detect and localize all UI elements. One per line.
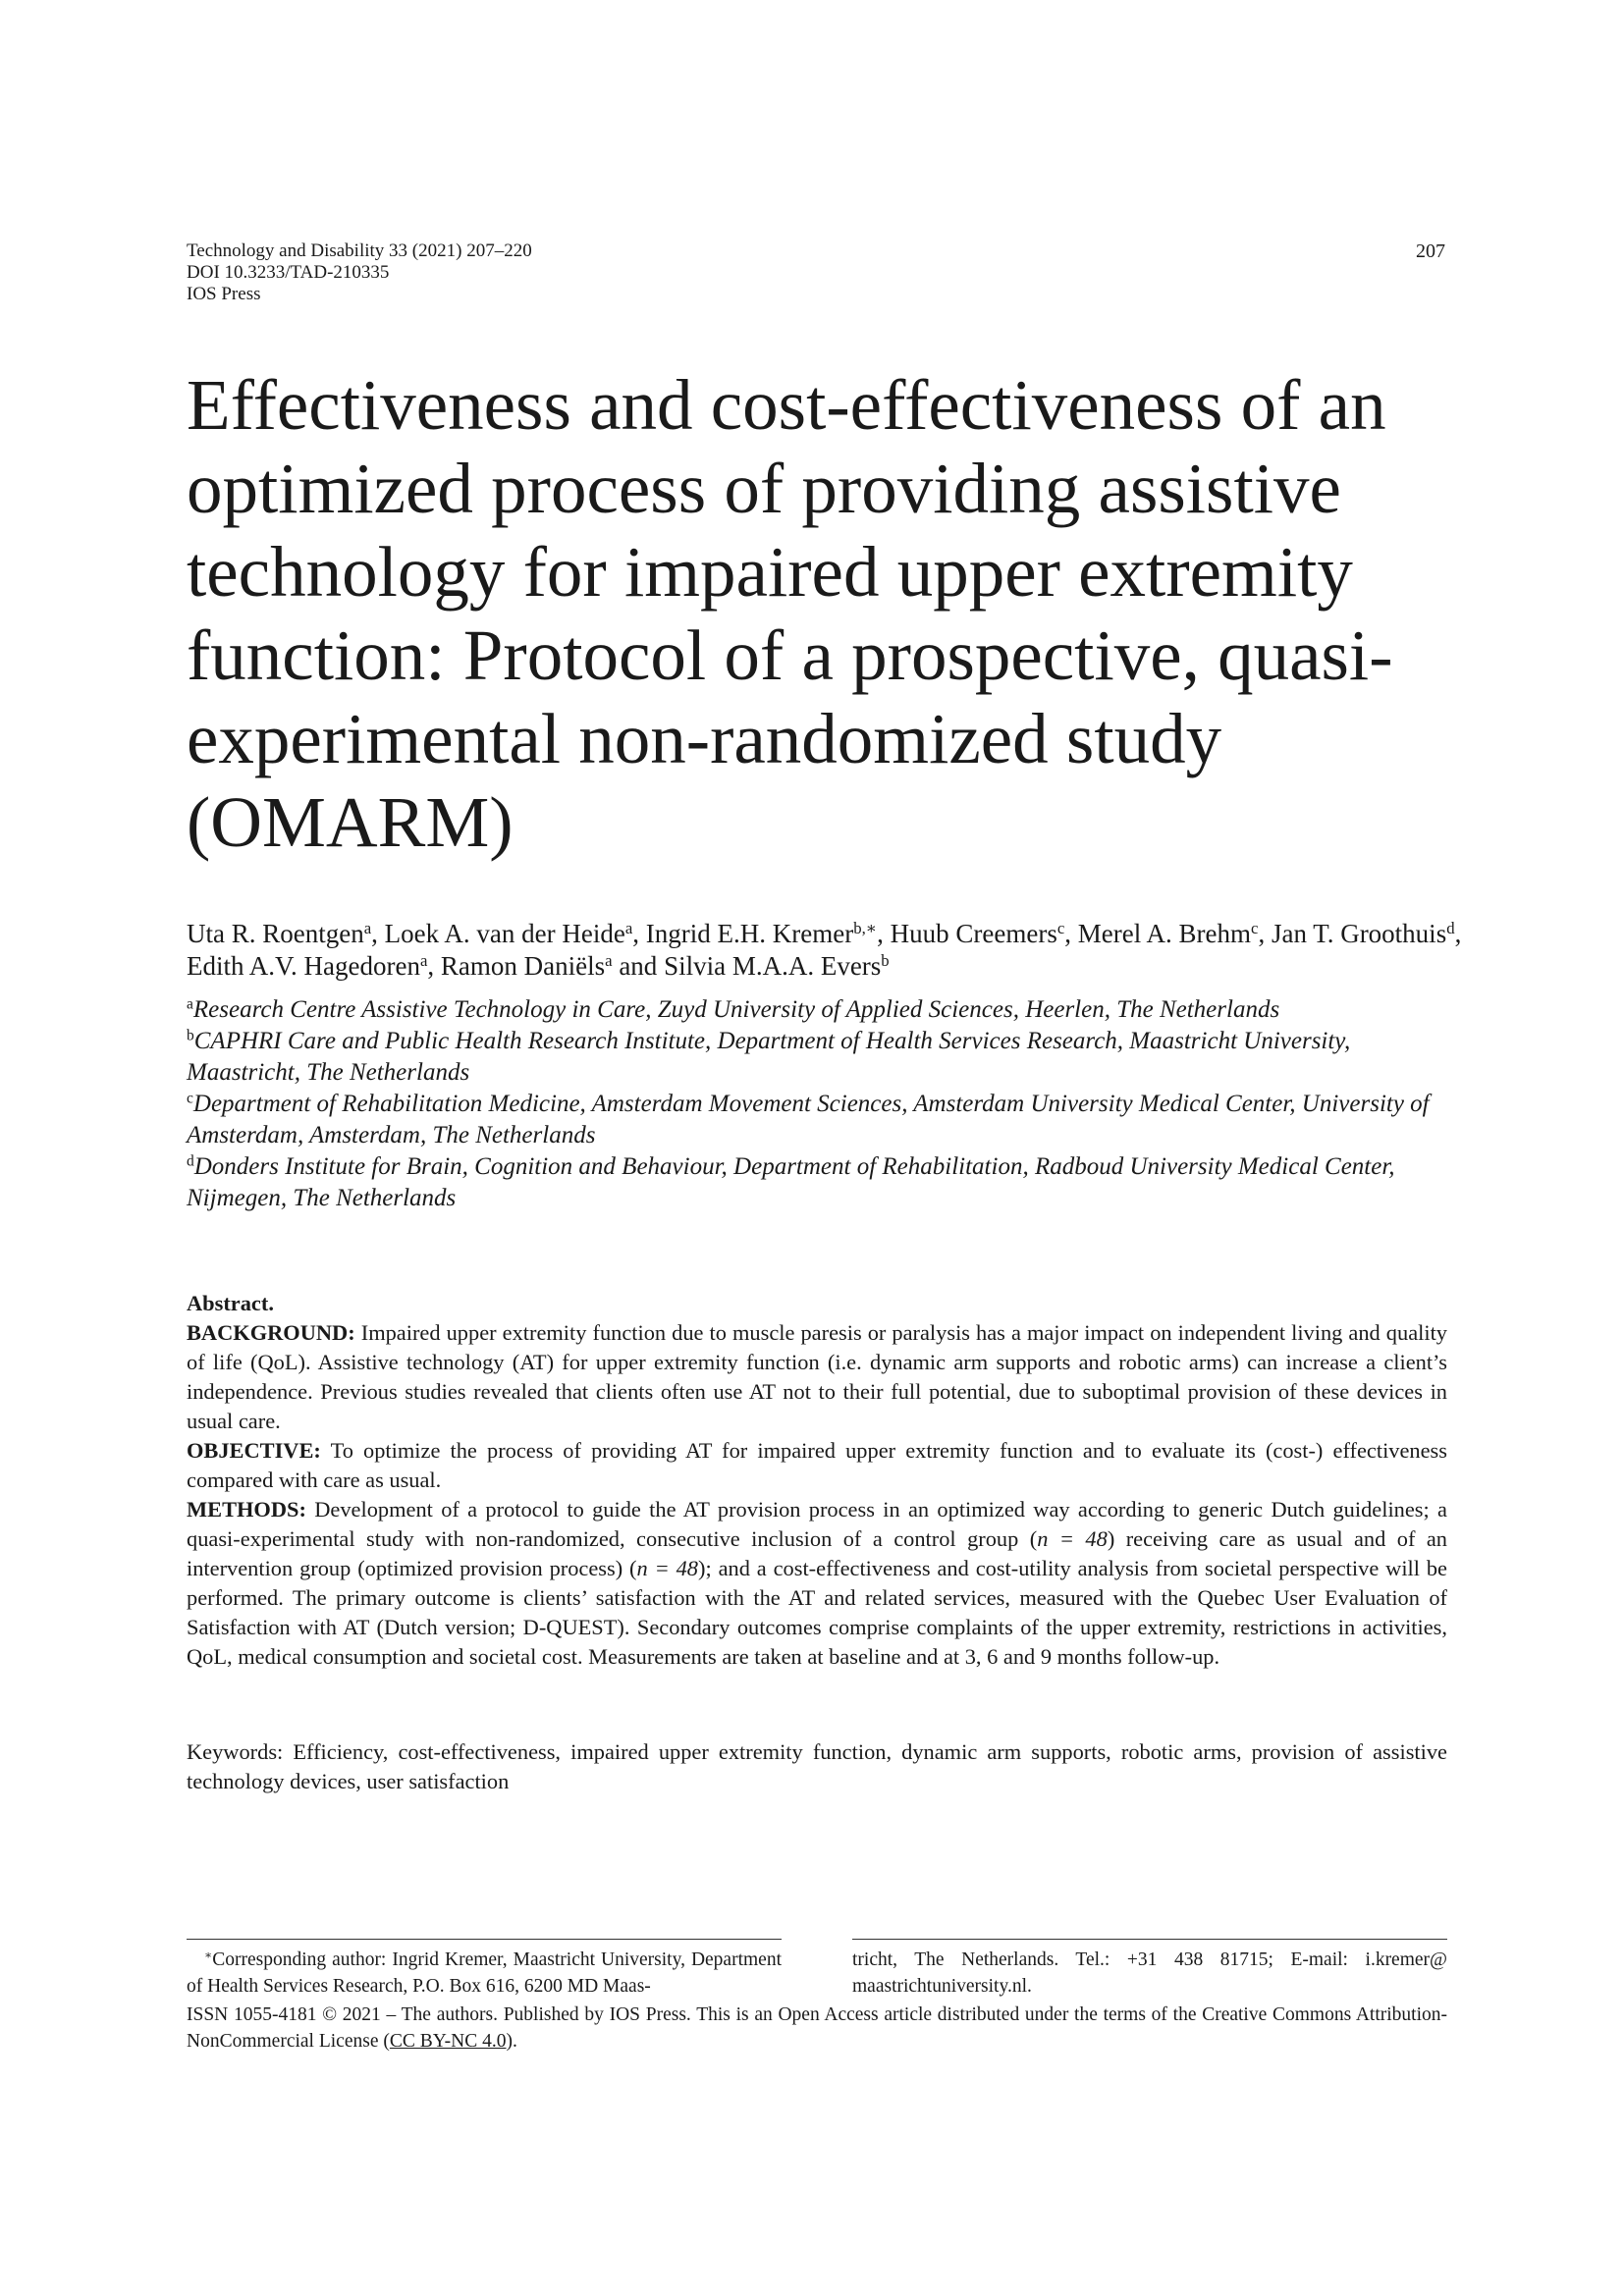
author-name: Ramon Daniëls [440, 951, 606, 981]
affiliation-list [187, 994, 1463, 1214]
footnote-right: tricht, The Netherlands. Tel.: +31 438 81715; E-mail: i.kremer@ maastrichtuniversity.nl. [852, 1949, 1447, 1997]
author-name: Merel A. Brehm [1077, 919, 1252, 948]
footnote-left: ∗Corresponding author: Ingrid Kremer, Maastricht University, Department of Health Services Research, P.O. Box 616, 6200 MD Maas- [187, 1948, 782, 1997]
affiliation-text: CAPHRI Care and Public Health Research Institute, Department of Health Services Research, Maastricht University, Maastricht, The Netherlands [187, 1028, 1351, 1086]
affiliation-text: Department of Rehabilitation Medicine, Amsterdam Movement Sciences, Amsterdam University Medical Center, University of Amsterdam, Amsterdam, The Netherlands [187, 1091, 1430, 1148]
footnote-rule-right [852, 1939, 1447, 1940]
footnote-rule-left [187, 1939, 782, 1940]
author-affiliation-mark: a [419, 950, 428, 970]
abstract-background: BACKGROUND: Impaired upper extremity function due to muscle paresis or paralysis has a major impact on independent living and quality of life (QoL). Assistive technology (AT) for upper extremity function (i.e. dynamic arm supports and robotic arms) can increase a client’s independence. Previous studies revealed that clients often use AT not to their full potential, due to suboptimal provision of these devices in usual care. [187, 1320, 1447, 1433]
author-separator: and [612, 951, 665, 981]
affiliation-item [187, 994, 1463, 1026]
author-name: Edith A.V. Hagedoren [187, 951, 420, 981]
author-affiliation-mark: a [363, 918, 372, 937]
footnote-marker: ∗ [204, 1948, 213, 1962]
author-separator: , [1064, 919, 1078, 948]
affiliation-item [187, 1089, 1463, 1151]
author-separator: , [427, 951, 441, 981]
abstract-objective: OBJECTIVE: To optimize the process of providing AT for impaired upper extremity function and to evaluate its (cost-) effectiveness compared with care as usual. [187, 1438, 1447, 1492]
author-name: Huub Creemers [890, 919, 1057, 948]
affiliation-text: Research Centre Assistive Technology in Care, Zuyd University of Applied Sciences, Heerlen, The Netherlands [192, 996, 1280, 1023]
doi: DOI 10.3233/TAD-210335 [187, 262, 390, 283]
paper-title: Effectiveness and cost-effectiveness of an optimized process of providing assistive technology for impaired upper extremity function: Protocol of a prospective, quasi-experimental non-randomized study (OMARM) [187, 365, 1393, 862]
abstract [187, 1289, 1447, 1672]
author-separator: , [371, 919, 385, 948]
affiliation-label: a [187, 995, 193, 1013]
publisher: IOS Press [187, 284, 261, 304]
affiliation-text: Donders Institute for Brain, Cognition and Behaviour, Department of Rehabilitation, Radboud University Medical Center, Nijmegen, The Netherlands [187, 1153, 1395, 1211]
author-affiliation-mark: d [1446, 918, 1455, 937]
author-name: Loek A. van der Heide [384, 919, 625, 948]
affiliation-label: b [187, 1027, 194, 1044]
author-separator: , [877, 919, 891, 948]
author-affiliation-mark: a [624, 918, 633, 937]
author-affiliation-mark: c [1251, 918, 1259, 937]
author-affiliation-mark: c [1056, 918, 1065, 937]
journal-header [187, 240, 532, 305]
author-affiliation-mark: b [881, 950, 890, 970]
journal-citation: Technology and Disability 33 (2021) 207–220 [187, 240, 532, 261]
author-name: Uta R. Roentgen [187, 919, 364, 948]
keywords: Keywords: Efficiency, cost-effectiveness, impaired upper extremity function, dynamic arm supports, robotic arms, provision of assistive technology devices, user satisfaction [187, 1739, 1447, 1793]
license-notice: ISSN 1055-4181 © 2021 – The authors. Published by IOS Press. This is an Open Access article distributed under the terms of the Creative Commons Attribution-NonCommercial License (CC BY-NC 4.0). [187, 2004, 1447, 2052]
author-separator: , [632, 919, 646, 948]
author-name: Silvia M.A.A. Evers [664, 951, 882, 981]
page-number: 207 [1416, 240, 1445, 262]
affiliation-label: d [187, 1152, 194, 1170]
author-separator: , [1454, 919, 1462, 948]
affiliation-item [187, 1151, 1463, 1214]
abstract-methods: METHODS: Development of a protocol to guide the AT provision process in an optimized way according to generic Dutch guidelines; a quasi-experimental study with non-randomized, consecutive inclusion of a control group (n = 48) receiving care as usual and of an intervention group (optimized provision process) (n = 48); and a cost-effectiveness and cost-utility analysis from societal perspective will be performed. The primary outcome is clients’ satisfaction with the AT and related services, measured with the Quebec User Evaluation of Satisfaction with AT (Dutch version; D-QUEST). Secondary outcomes comprise complaints of the upper extremity, restrictions in activities, QoL, medical consumption and societal cost. Measurements are taken at baseline and at 3, 6 and 9 months follow-up. [187, 1497, 1447, 1669]
author-affiliation-mark: a [605, 950, 613, 970]
n-control: n = 48 [1037, 1526, 1108, 1551]
n-intervention: n = 48 [636, 1556, 698, 1580]
author-name: Ingrid E.H. Kremer [645, 919, 854, 948]
author-affiliation-mark: b,∗ [853, 918, 878, 937]
abstract-heading: Abstract. [187, 1291, 274, 1315]
author-list [187, 918, 1463, 983]
license-link[interactable]: CC BY-NC 4.0 [389, 2031, 507, 2052]
author-name: Jan T. Groothuis [1271, 919, 1447, 948]
affiliation-label: c [187, 1090, 193, 1107]
author-separator: , [1258, 919, 1272, 948]
affiliation-item [187, 1026, 1463, 1089]
